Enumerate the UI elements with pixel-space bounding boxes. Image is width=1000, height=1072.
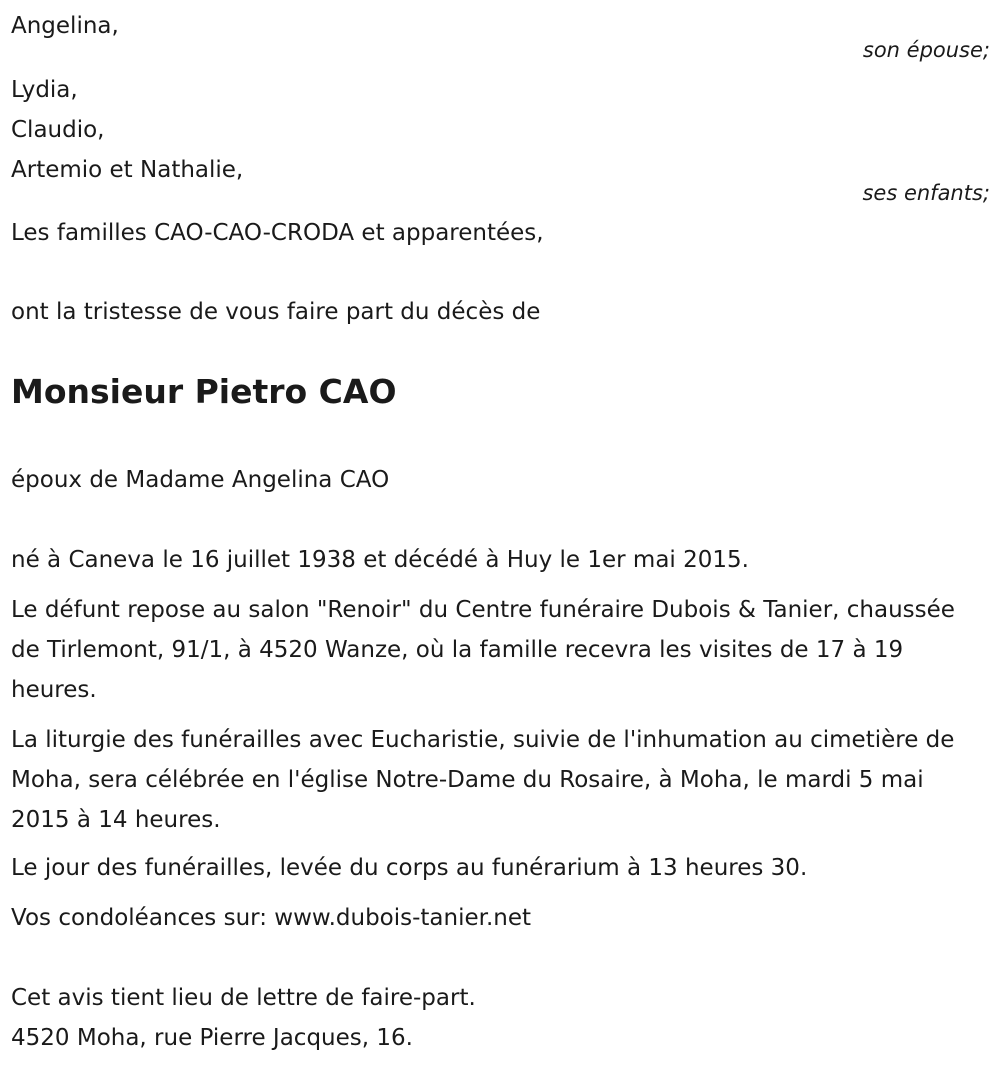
liturgy-paragraph: La liturgie des funérailles avec Eucharistie, suivie de l'inhumation au cimetière de Moha, sera célébrée en l'église Notre-Dame du Rosaire, à Moha, le mardi 5 mai 2015 à 14 heures. — [11, 727, 955, 833]
spouse-name: Angelina, — [11, 13, 119, 39]
departure-line: Le jour des funérailles, levée du corps au funérarium à 13 heures 30. — [11, 855, 808, 881]
notice-line: Cet avis tient lieu de lettre de faire-part. — [11, 985, 476, 1011]
child-name: Claudio, — [11, 117, 105, 143]
spouse-of-line: époux de Madame Angelina CAO — [11, 467, 390, 493]
birth-death-line: né à Caneva le 16 juillet 1938 et décédé à Huy le 1er mai 2015. — [11, 547, 749, 573]
address-line: 4520 Moha, rue Pierre Jacques, 16. — [11, 1025, 413, 1051]
condolences-line: Vos condoléances sur: www.dubois-tanier.net — [11, 905, 532, 931]
families-line: Les familles CAO-CAO-CRODA et apparentées, — [11, 220, 544, 246]
deceased-name: Monsieur Pietro CAO — [11, 372, 397, 411]
child-name: Artemio et Nathalie, — [11, 157, 244, 183]
child-name: Lydia, — [11, 77, 78, 103]
announcement-text: ont la tristesse de vous faire part du décès de — [11, 299, 541, 325]
children-role: ses enfants; — [862, 181, 990, 205]
spouse-role: son épouse; — [862, 38, 990, 62]
viewing-paragraph: Le défunt repose au salon "Renoir" du Centre funéraire Dubois & Tanier, chaussée de Tirlemont, 91/1, à 4520 Wanze, où la famille recevra les visites de 17 à 19 heures. — [11, 597, 955, 703]
